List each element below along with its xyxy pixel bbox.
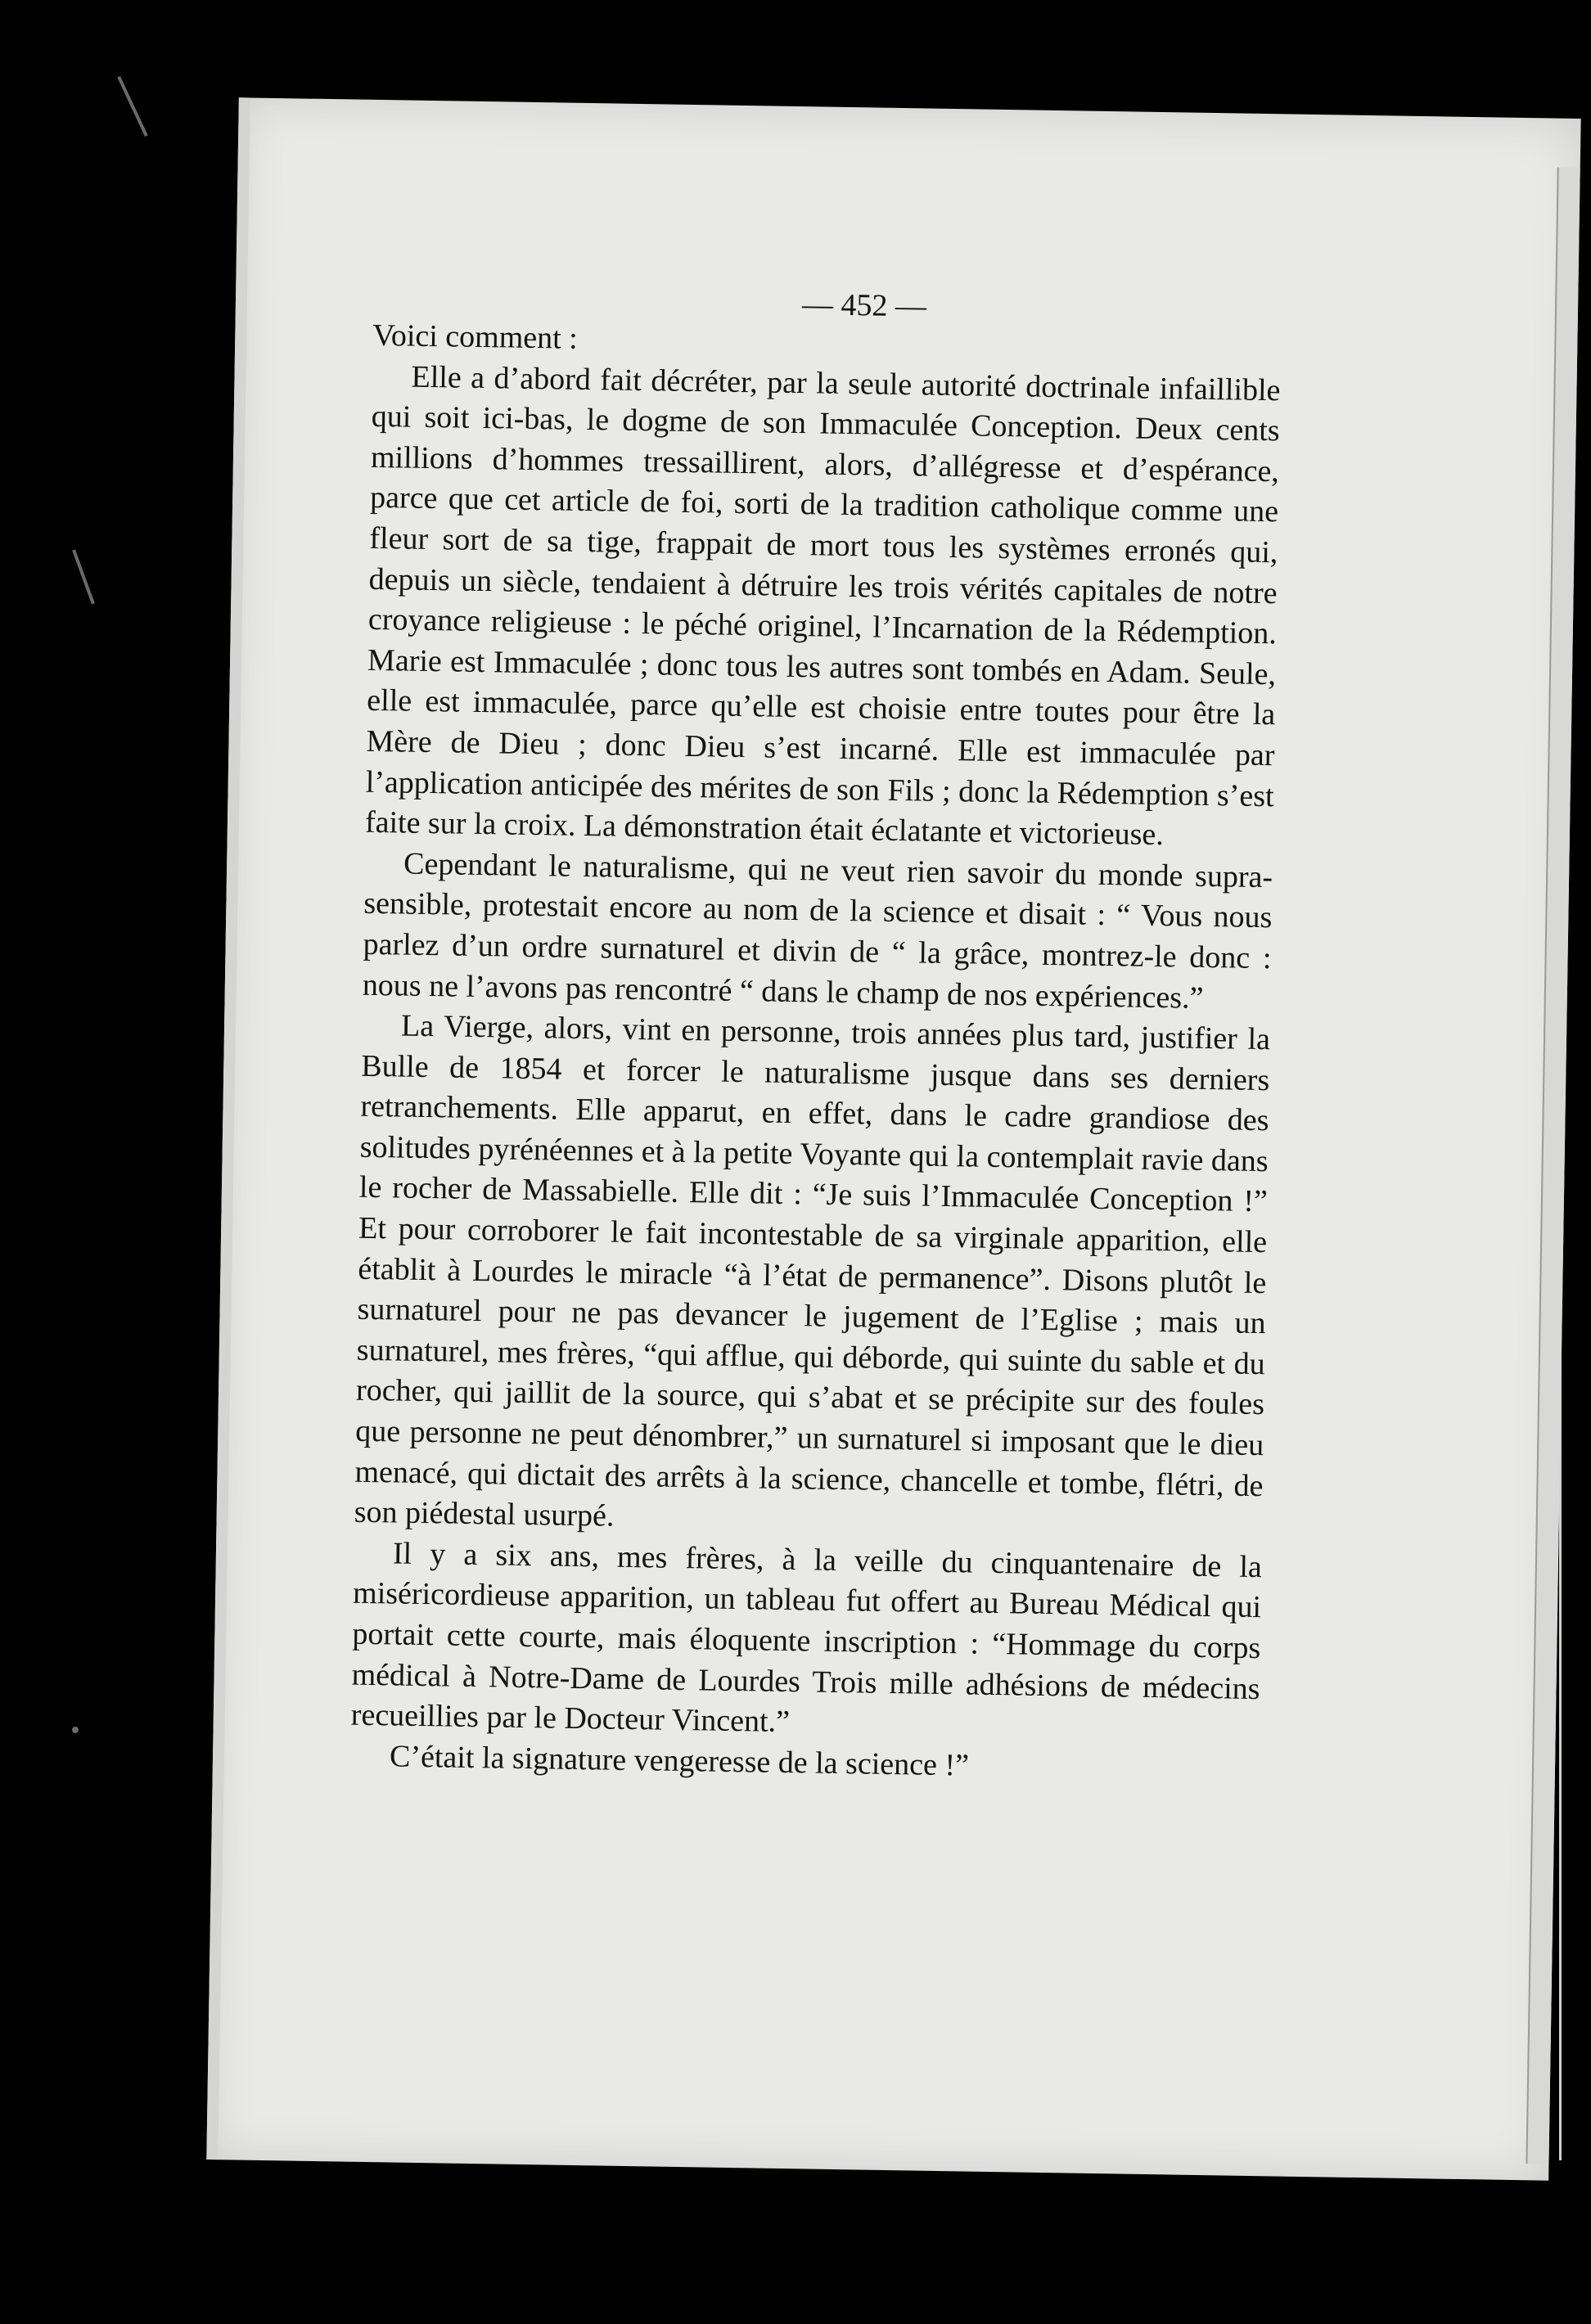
- paragraph-dogma: Elle a d’abord fait décréter, par la seule autorité doctrinale infaillible qui soit ici-bas, le dogme de son Immaculée Conception. Deux cents millions d’hommes tressaillirent, alors, d’allégresse et d’espérance, parce que cet article de foi, sorti de la tradition catholique comme une fleur sort de sa tige, frappait de mort tous les systèmes erronés qui, depuis un siècle, tendaient à détruire les trois vérités capitales de notre croyance religieuse : le péché originel, l’Incarnation de la Rédemption. Marie est Immaculée ; donc tous les autres sont tombés en Adam. Seule, elle est immaculée, parce qu’elle est choisie entre toutes pour être la Mère de Dieu ; donc Dieu s’est incarné. Elle est immaculée par l’application anticipée des mérites de son Fils ; donc la Rédemption s’est faite sur la croix. La démonstration était éclatante et victorieuse.: [364, 359, 1281, 853]
- page-right-edge: [1526, 168, 1580, 2164]
- film-dot-left: [72, 1727, 79, 1733]
- paragraph-apparition: La Vierge, alors, vint en personne, trois années plus tard, justifier la Bulle de 1854 et forcer le naturalisme jusque dans ses derniers retranchements. Elle apparut, en effet, dans le cadre grandiose des solitudes pyrénéennes et à la petite Voyante qui la contemplait ravie dans le rocher de Massabielle. Elle dit : “Je suis l’Immaculée Conception !” Et pour corroborer le fait incontestable de sa virginale apparition, elle établit à Lourdes le miracle “à l’état de permanence”. Disons plutôt le surnaturel pour ne pas devancer le jugement de l’Eglise ; mais un surnaturel, mes frères, “qui afflue, qui déborde, qui suinte du sable et du rocher, qui jaillit de la source, qui s’abat et se précipite sur des foules que personne ne peut dénombrer,” un surnaturel si imposant que le dieu menacé, qui dictait des arrêts à la science, chancelle et tombe, flétri, de son piédestal usurpé.: [354, 1008, 1271, 1534]
- paragraph-naturalism: Cependant le naturalisme, qui ne veut rien savoir du monde supra-sensible, protestait encore au nom de la science et disait : “ Vous nous parlez d’un ordre surnaturel et divin de “ la grâce, montrez-le donc : nous ne l’avons pas rencontré “ dans le champ de nos expériences.”: [362, 846, 1273, 1016]
- film-scratch-top-left: [117, 76, 147, 137]
- page-text: [350, 280, 1282, 1791]
- book-page: [206, 97, 1580, 2180]
- intro-line: Voici comment :: [372, 318, 579, 356]
- film-scratch-left: [72, 549, 95, 604]
- page-left-edge: [206, 97, 250, 2160]
- page-number: — 452 —: [801, 287, 927, 324]
- paragraph-signature: C’était la signature vengeresse de la science !”: [389, 1739, 970, 1783]
- paragraph-homage: Il y a six ans, mes frères, à la veille du cinquantenaire de la miséricordieuse apparition, un tableau fut offert au Bureau Médical qui portait cette courte, mais éloquente inscription : “Hommage du corps médical à Notre-Dame de Lourdes Trois mille adhésions de médecins recueillies par le Docteur Vincent.”: [350, 1536, 1263, 1740]
